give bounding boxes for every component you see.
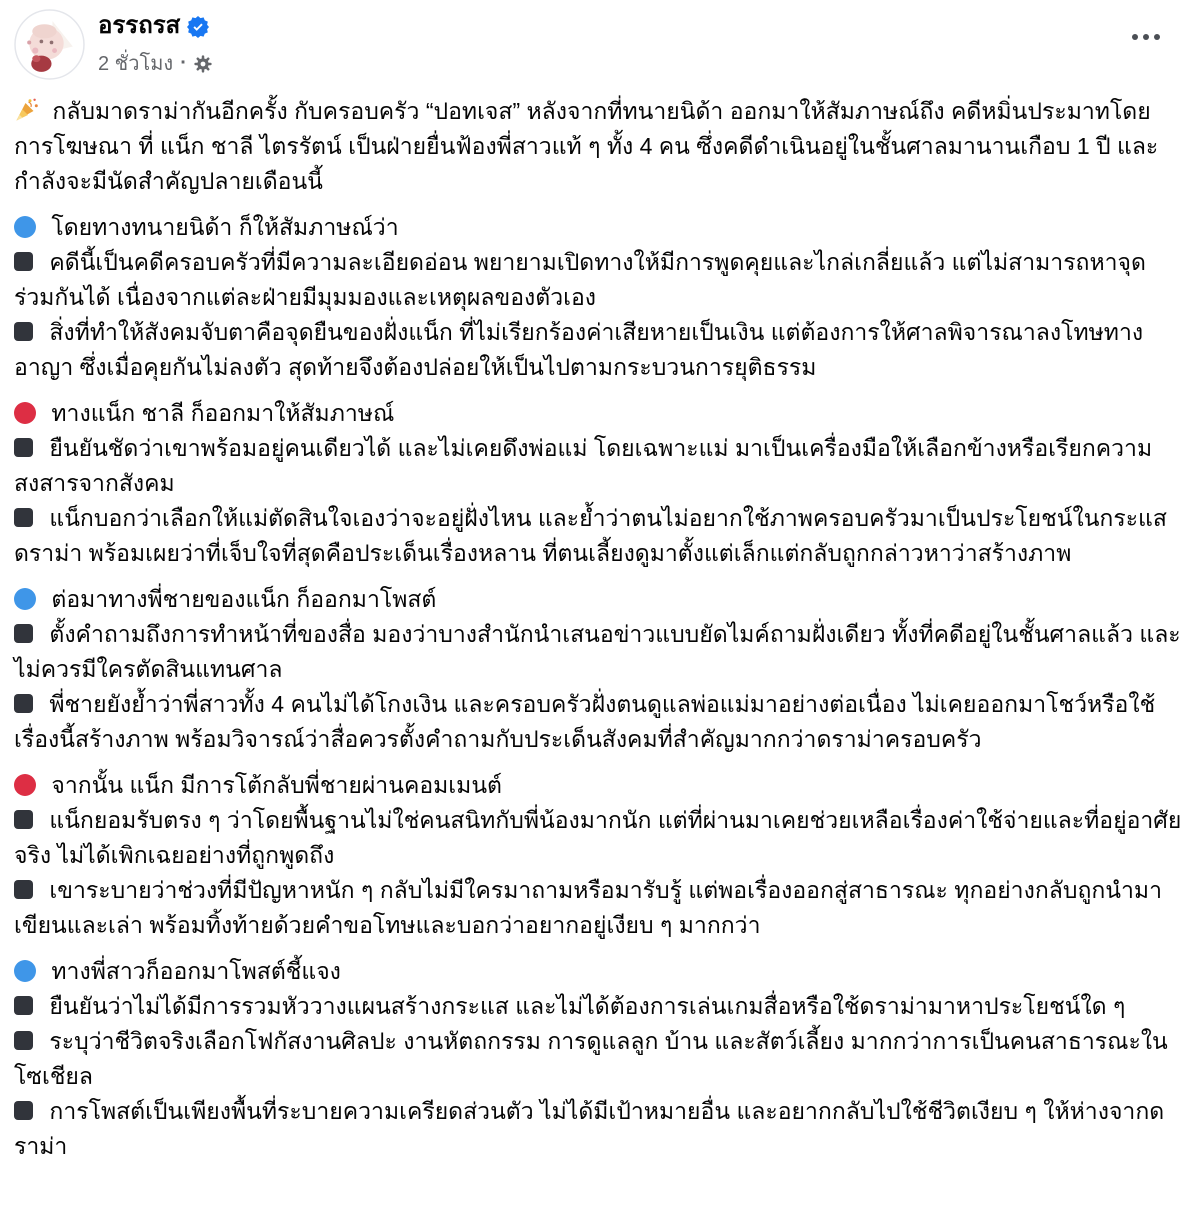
bullet-paragraph: สิ่งที่ทำให้สังคมจับตาคือจุดยืนของฝั่งแน็ก ที่ไม่เรียกร้องค่าเสียหายเป็นเงิน แต่ต้องการให้ศาลพิจารณาลงโทษทางอาญา ซึ่งเมื่อคุยกันไม่ลงตัว สุดท้ายจึงต้องปล่อยให้เป็นไปตามกระบวนการยุติธรรม	[14, 319, 1144, 380]
avatar[interactable]	[14, 9, 85, 80]
section-lead-text: จากนั้น แน็ก มีการโต้กลับพี่ชายผ่านคอมเมนต์	[14, 768, 1185, 803]
post-section	[14, 582, 1185, 757]
bullet-paragraph: การโพสต์เป็นเพียงพื้นที่ระบายความเครียดส่วนตัว ไม่ได้มีเป้าหมายอื่น และอยากกลับไปใช้ชีวิตเงียบ ๆ ให้ห่างจากดราม่า	[14, 1098, 1165, 1159]
post-section	[14, 210, 1185, 385]
avatar-illustration	[14, 9, 85, 80]
blue-circle-icon	[14, 588, 36, 610]
ellipsis-icon	[1132, 34, 1138, 40]
post-section	[14, 768, 1185, 943]
bullet-paragraph: คดีนี้เป็นคดีครอบครัวที่มีความละเอียดอ่อน พยายามเปิดทางให้มีการพูดคุยและไกล่เกลี่ยแล้ว แต่ไม่สามารถหาจุดร่วมกันได้ เนื่องจากแต่ละฝ่ายมีมุมมองและเหตุผลของตัวเอง	[14, 249, 1146, 310]
bullet-paragraph: ตั้งคำถามถึงการทำหน้าที่ของสื่อ มองว่าบางสำนักนำเสนอข่าวแบบยัดไมค์ถามฝั่งเดียว ทั้งที่คดีอยู่ในชั้นศาลแล้ว และไม่ควรมีใครตัดสินแทนศาล	[14, 621, 1181, 682]
section-lead-text: ต่อมาทางพี่ชายของแน็ก ก็ออกมาโพสต์	[14, 582, 1185, 617]
bullet-paragraph: พี่ชายยังย้ำว่าพี่สาวทั้ง 4 คนไม่ได้โกงเงิน และครอบครัวฝั่งตนดูแลพ่อแม่มาอย่างต่อเนื่อง ไม่เคยออกมาโชว์หรือใช้เรื่องนี้สร้างภาพ พร้อมวิจารณ์ว่าสื่อควรตั้งคำถามกับประเด็นสังคมที่สำคัญมากกว่าดราม่าครอบครัว	[14, 691, 1156, 752]
dark-square-icon	[14, 508, 33, 527]
page-name[interactable]: อรรถรส	[98, 12, 181, 39]
meta-separator: ·	[180, 51, 187, 74]
bullet-paragraph: ยืนยันชัดว่าเขาพร้อมอยู่คนเดียวได้ และไม่เคยดึงพ่อแม่ โดยเฉพาะแม่ มาเป็นเครื่องมือให้เลือกข้างหรือเรียกความสงสารจากสังคม	[14, 435, 1153, 496]
bullet-paragraph: ยืนยันว่าไม่ได้มีการรวมหัววางแผนสร้างกระแส และไม่ได้ต้องการเล่นเกมสื่อหรือใช้ดราม่ามาหาประโยชน์ใด ๆ	[14, 989, 1185, 1024]
red-circle-icon	[14, 774, 36, 796]
dark-square-icon	[14, 694, 33, 713]
section-lead-text: ทางแน็ก ชาลี ก็ออกมาให้สัมภาษณ์	[14, 396, 1185, 431]
dark-square-icon	[14, 996, 33, 1015]
post-meta	[98, 47, 212, 79]
dark-square-icon	[14, 322, 33, 341]
post-body	[0, 84, 1200, 1190]
dark-square-icon	[14, 880, 33, 899]
dark-square-icon	[14, 810, 33, 829]
bullet-paragraph: แน็กบอกว่าเลือกให้แม่ตัดสินใจเองว่าจะอยู่ฝั่งไหน และย้ำว่าตนไม่อยากใช้ภาพครอบครัวมาเป็นประโยชน์ในกระแสดราม่า พร้อมเผยว่าที่เจ็บใจที่สุดคือประเด็นเรื่องหลาน ที่ตนเลี้ยงดูมาตั้งแต่เล็กแต่กลับถูกกล่าวหาว่าสร้างภาพ	[14, 505, 1167, 566]
dark-square-icon	[14, 624, 33, 643]
post-section	[14, 396, 1185, 571]
dark-square-icon	[14, 252, 33, 271]
name-row	[98, 12, 212, 41]
dark-square-icon	[14, 438, 33, 457]
section-lead-text: ทางพี่สาวก็ออกมาโพสต์ชี้แจง	[14, 954, 1185, 989]
verified-badge-icon	[187, 16, 209, 38]
red-circle-icon	[14, 402, 36, 424]
bullet-paragraph: เขาระบายว่าช่วงที่มีปัญหาหนัก ๆ กลับไม่มีใครมาถามหรือมารับรู้ แต่พอเรื่องออกสู่สาธารณะ ทุกอย่างกลับถูกนำมาเขียนและเล่า พร้อมทิ้งท้ายด้วยคำขอโทษและบอกว่าอยากอยู่เงียบ ๆ มากกว่า	[14, 877, 1163, 938]
privacy-gear-icon	[194, 55, 212, 73]
bullet-paragraph: แน็กยอมรับตรง ๆ ว่าโดยพื้นฐานไม่ใช่คนสนิทกับพี่น้องมากนัก แต่ที่ผ่านมาเคยช่วยเหลือเรื่องค่าใช้จ่ายและที่อยู่อาศัยจริง ไม่ได้เพิกเฉยอย่างที่ถูกพูดถึง	[14, 807, 1182, 868]
section-lead-text: กลับมาดราม่ากันอีกครั้ง กับครอบครัว “ปอทเจส” หลังจากที่ทนายนิด้า ออกมาให้สัมภาษณ์ถึง คดีหมิ่นประมาทโดยการโฆษณา ที่ แน็ก ชาลี ไตรรัตน์ เป็นฝ่ายยื่นฟ้องพี่สาวแท้ ๆ ทั้ง 4 คน ซึ่งคดีดำเนินอยู่ในชั้นศาลมานานเกือบ 1 ปี และกำลังจะมีนัดสำคัญปลายเดือนนี้	[14, 98, 1159, 194]
dark-square-icon	[14, 1101, 33, 1120]
post-header	[0, 0, 1200, 84]
section-lead-text: โดยทางทนายนิด้า ก็ให้สัมภาษณ์ว่า	[14, 210, 1185, 245]
post-section	[14, 954, 1185, 1164]
header-info	[98, 9, 212, 79]
post-section	[14, 94, 1185, 199]
dark-square-icon	[14, 1031, 33, 1050]
blue-circle-icon	[14, 960, 36, 982]
bullet-paragraph: ระบุว่าชีวิตจริงเลือกโฟกัสงานศิลปะ งานหัตถกรรม การดูแลลูก บ้าน และสัตว์เลี้ยง มากกว่าการเป็นคนสาธารณะในโซเชียล	[14, 1028, 1168, 1089]
timestamp[interactable]: 2 ชั่วโมง	[98, 52, 174, 75]
party-popper-icon	[14, 97, 40, 123]
more-options-button[interactable]	[1126, 28, 1166, 46]
blue-circle-icon	[14, 216, 36, 238]
